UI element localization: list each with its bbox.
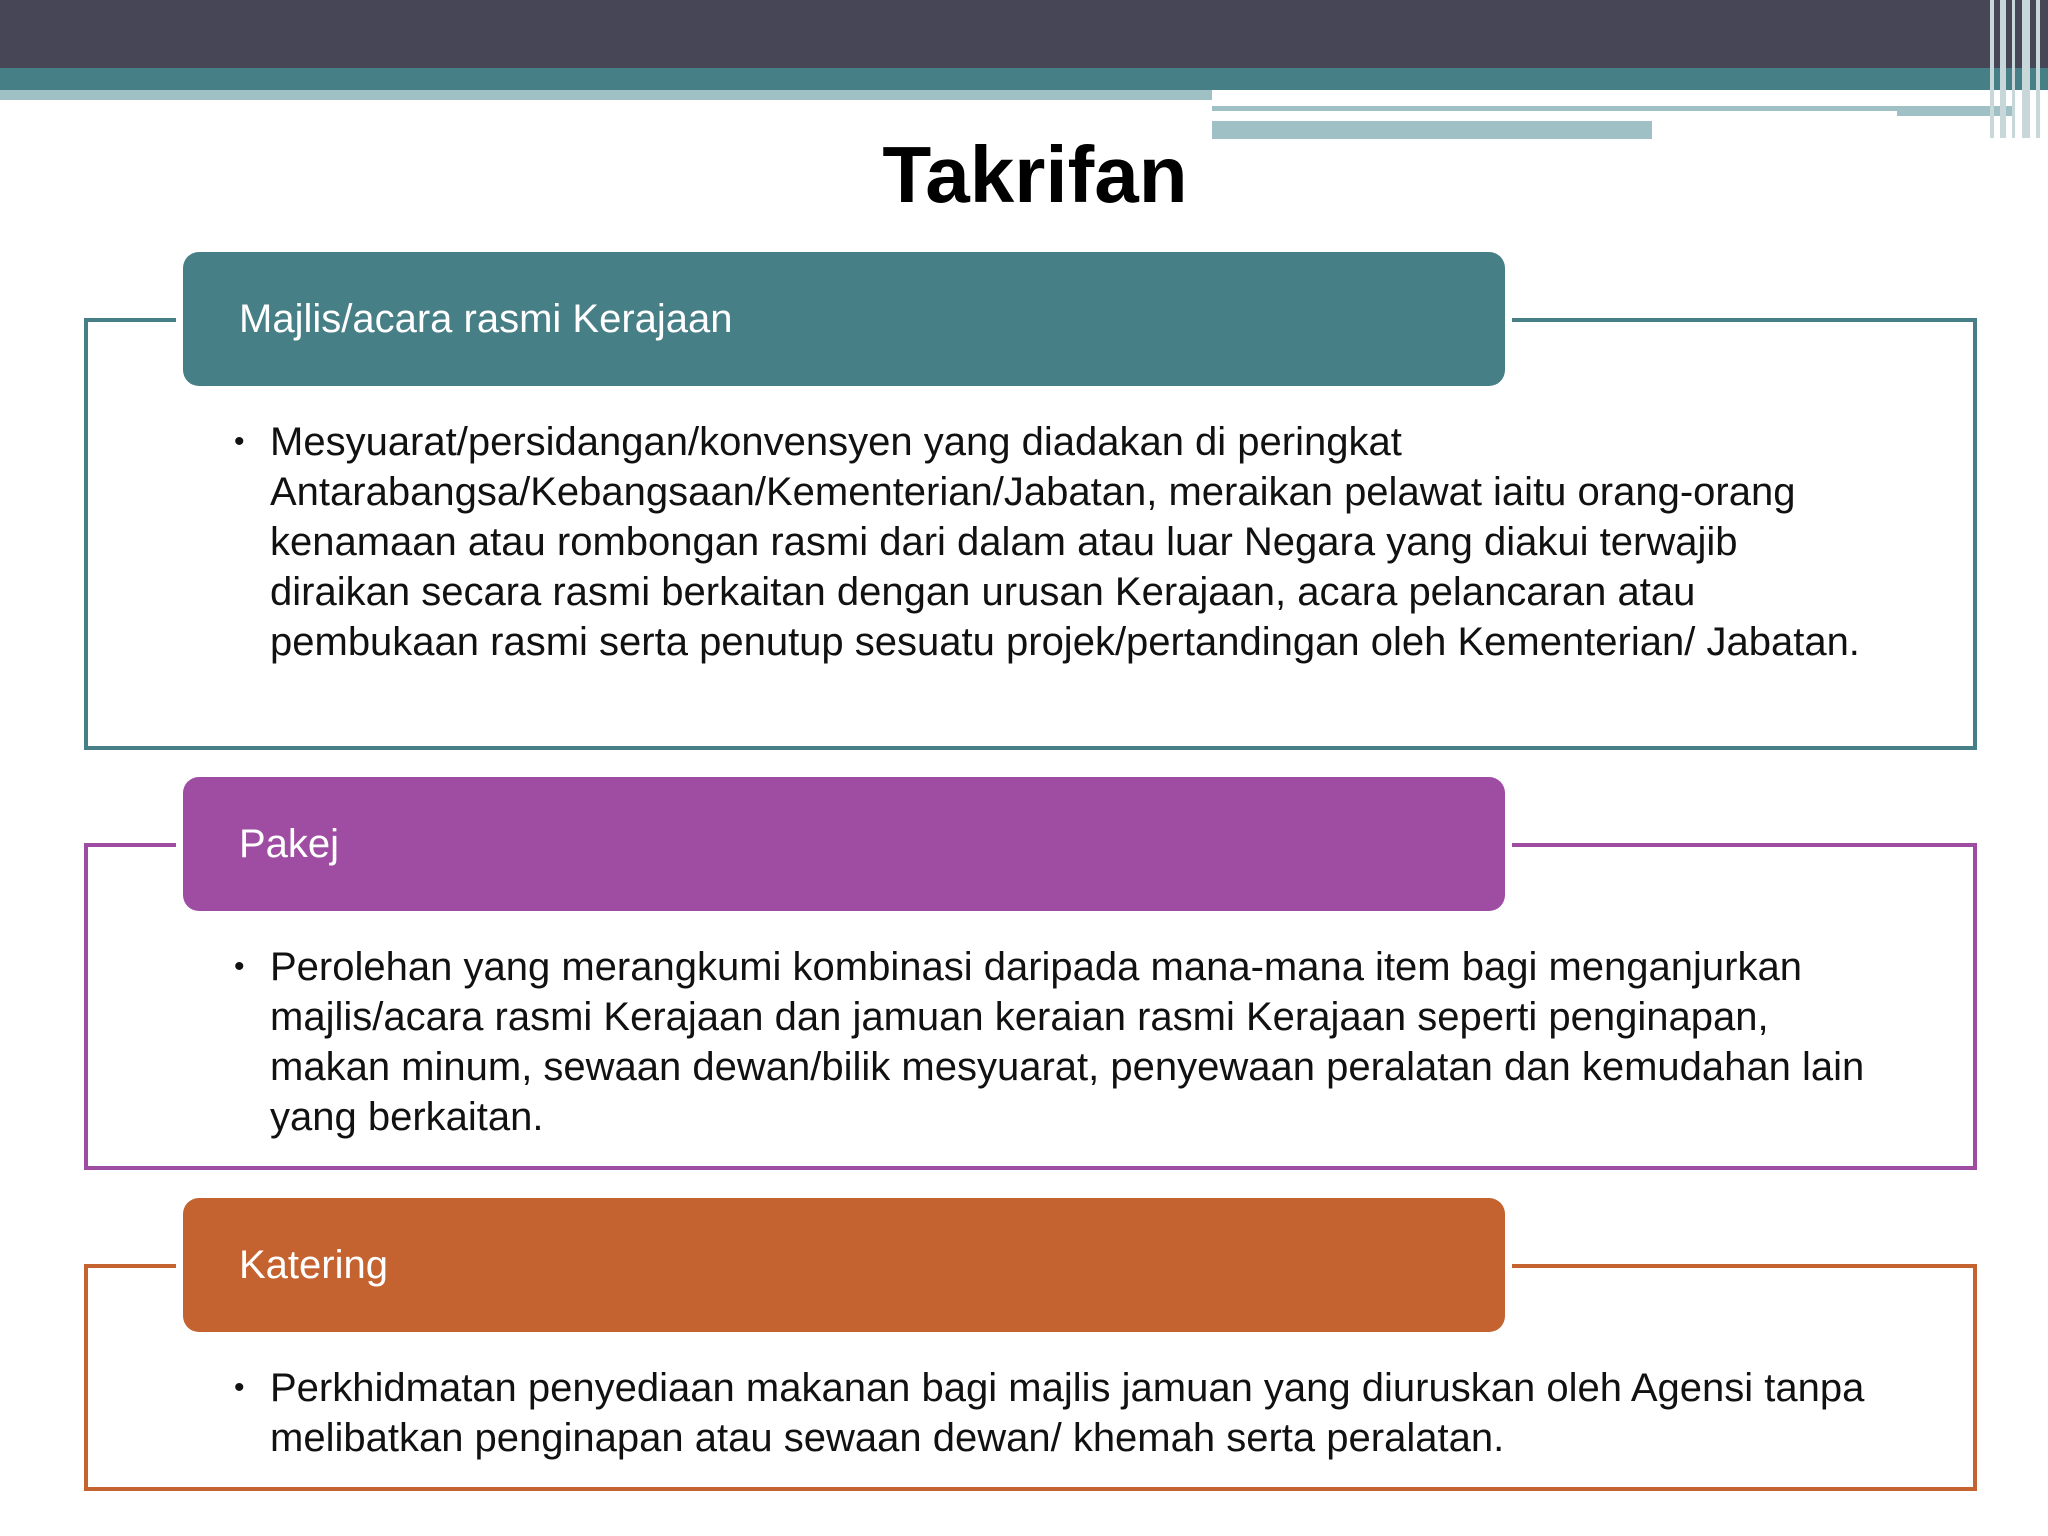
definition-section-katering: [84, 1198, 1980, 1493]
section-body: [234, 1363, 1884, 1463]
header-light-band: [0, 90, 1212, 100]
section-body: [234, 417, 1884, 667]
header-stripe: [2022, 0, 2030, 138]
definition-section-pakej: [84, 777, 1980, 1172]
bullet-point: •: [234, 425, 245, 458]
section-heading-label: Pakej: [239, 822, 340, 866]
section-body: [234, 942, 1884, 1142]
header-white-line: [1212, 111, 1897, 116]
section-heading: [183, 777, 1505, 911]
header-stripe: [2000, 0, 2006, 138]
section-heading: [183, 1198, 1505, 1332]
section-text: Perolehan yang merangkumi kombinasi daripada mana-mana item bagi menganjurkan majlis/acara rasmi Kerajaan dan jamuan keraian rasmi Kerajaan seperti penginapan, makan minum, sewaan dewan/bilik mesyuarat, penyewaan peralatan dan kemudahan lain yang berkaitan.: [270, 945, 1865, 1139]
header-stripe: [2036, 0, 2040, 138]
bullet-point: •: [234, 1371, 245, 1404]
section-text: Perkhidmatan penyediaan makanan bagi majlis jamuan yang diuruskan oleh Agensi tanpa melibatkan penginapan atau sewaan dewan/ khemah serta peralatan.: [270, 1366, 1865, 1460]
section-text: Mesyuarat/persidangan/konvensyen yang diadakan di peringkat Antarabangsa/Kebangsaan/Kementerian/Jabatan, meraikan pelawat iaitu orang-orang kenamaan atau rombongan rasmi dari dalam atau luar Negara yang diakui terwajib diraikan secara rasmi berkaitan dengan urusan Kerajaan, acara pelancaran atau pembukaan rasmi serta penutup sesuatu projek/pertandingan oleh Kementerian/ Jabatan.: [270, 420, 1860, 664]
section-heading-label: Majlis/acara rasmi Kerajaan: [239, 297, 733, 341]
header-teal-band: [0, 68, 2048, 90]
definition-section-majlis: [84, 252, 1980, 752]
bullet-point: •: [234, 950, 245, 983]
slide-title: Takrifan: [882, 130, 1188, 219]
section-heading-label: Katering: [239, 1243, 388, 1287]
header-stripe: [2012, 0, 2015, 138]
section-heading: [183, 252, 1505, 386]
top-header-bar: [0, 0, 2048, 68]
header-stripe: [1990, 0, 1994, 138]
